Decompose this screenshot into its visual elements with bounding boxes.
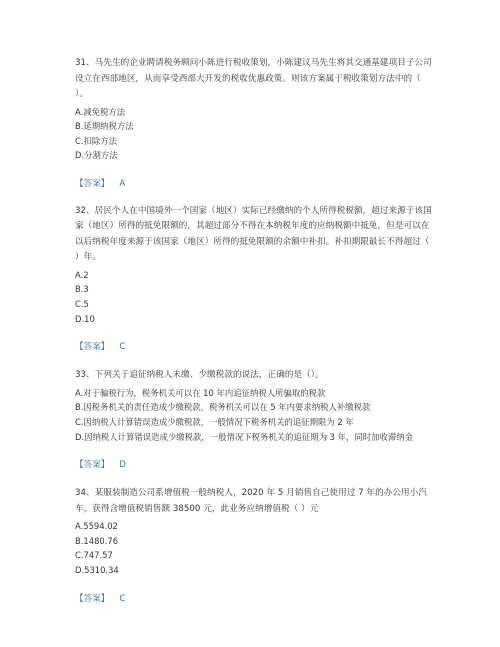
answer-value: D (119, 460, 127, 471)
option-d: D.分割方法 (75, 150, 118, 161)
option-a: A.2 (75, 269, 89, 280)
option-d: D.因纳税人计算错误造成少缴税款，一般情况下税务机关的追征期为 3 年，同时加收滞纳金 (75, 431, 414, 442)
answer-line (75, 177, 435, 191)
options-list (75, 105, 435, 163)
answer-label: 【答案】 (75, 342, 110, 353)
question-stem: 31、马先生的企业聘请税务顾问小陈进行税收策划，小陈建议马先生将其交通基建项目子公司设立在西部地区，从而享受西部大开发的税收优惠政策。则该方案属于税收策划方法中的（ ）。 (75, 58, 432, 99)
option-c: C.扣除方法 (75, 135, 118, 146)
option-b: B.因税务机关的责任造成少缴税款，税务机关可以在 5 年内要求纳税人补缴税款 (75, 402, 371, 413)
option-c: C.5 (75, 299, 89, 310)
option-a: A.5594.02 (75, 521, 118, 532)
answer-value: C (119, 342, 126, 353)
exam-page (75, 56, 435, 606)
question-stem: 33、下列关于追征纳税人未缴、少缴税款的说法，正确的是（）。 (75, 370, 324, 381)
question-stem: 32、居民个人在中国境外一个国家（地区）实际已经缴纳的个人所得税税额，超过来源于该国家（地区）所得的抵免限额的，其超过部分不得在本纳税年度的应纳税额中抵免，但是可以在以后纳税年度来源于该国家（地区）所得的抵免限额的余额中补扣。补扣期限最长不得超过（ ）年。 (75, 205, 432, 263)
answer-label: 【答案】 (75, 460, 110, 471)
option-b: B.1480.76 (75, 535, 119, 546)
option-a: A.对于骗税行为，税务机关可以在 10 年内追征纳税人所骗取的税款 (75, 387, 326, 398)
answer-value: A (119, 178, 126, 189)
answer-label: 【答案】 (75, 178, 110, 189)
option-a: A.减免税方法 (75, 106, 126, 117)
question-34 (75, 486, 435, 605)
answer-value: C (119, 593, 126, 604)
options-list (75, 386, 435, 444)
options-list (75, 519, 435, 577)
option-d: D.5310.34 (75, 564, 119, 575)
answer-label: 【答案】 (75, 593, 110, 604)
answer-line (75, 458, 435, 472)
option-c: C.因纳税人计算错误造成少缴税款，一般情况下税务机关的追征期限为 2 年 (75, 416, 354, 427)
question-stem: 34、某服装制造公司系增值税一般纳税人，2020 年 5 月销售自己使用过 7 年的办公用小汽车，获得含增值税销售额 38500 元，此业务应纳增值税（ ）元 (75, 488, 427, 514)
answer-line (75, 592, 435, 606)
option-d: D.10 (75, 313, 95, 324)
option-b: B.延期纳税方法 (75, 121, 134, 132)
option-c: C.747.57 (75, 550, 113, 561)
question-33 (75, 368, 435, 472)
answer-line (75, 340, 435, 354)
question-32 (75, 204, 435, 354)
option-b: B.3 (75, 284, 89, 295)
options-list (75, 268, 435, 326)
question-31 (75, 56, 435, 191)
